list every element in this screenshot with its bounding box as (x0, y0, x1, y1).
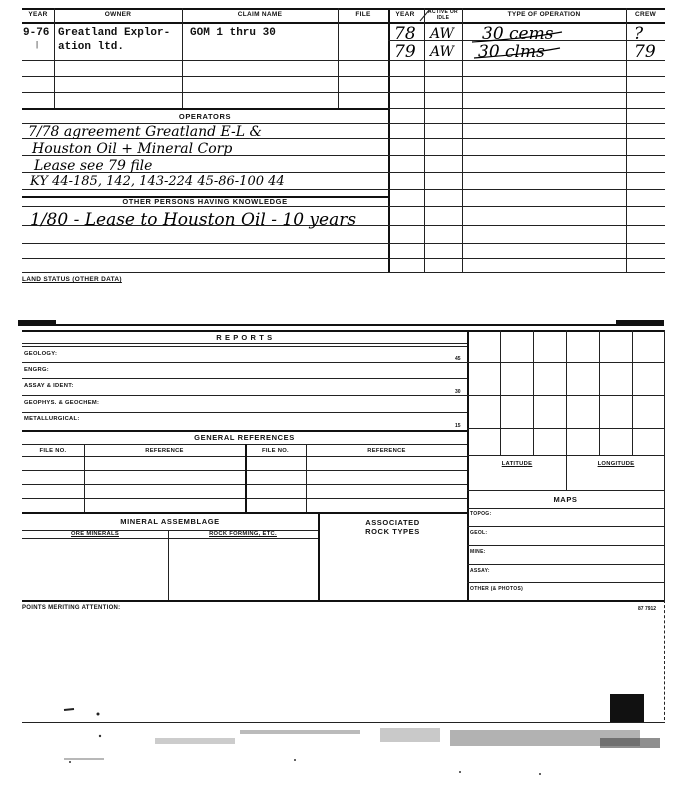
operation-type-1: 30 cems (482, 24, 554, 44)
header-year: YEAR (28, 11, 48, 18)
owner-line-1: Greatland Explor- (58, 27, 171, 39)
ore-minerals-header: ORE MINERALS (70, 531, 120, 537)
header-year-2: YEAR (395, 11, 415, 18)
header-active-or-idle: ACTIVE OR IDLE (428, 9, 458, 21)
latitude-label: LATITUDE (501, 461, 533, 467)
operation-status-1: AW (430, 26, 454, 42)
report-assay-label: ASSAY & IDENT: (24, 383, 74, 389)
report-geology-num: 45 (455, 356, 461, 362)
general-references-title: GENERAL REFERENCES (194, 433, 295, 442)
points-meriting-attention-label: POINTS MERITING ATTENTION: (22, 605, 121, 611)
header-claim-name: CLAIM NAME (237, 11, 283, 18)
maps-topog-label: TOPOG: (470, 511, 492, 517)
header-owner: OWNER (104, 11, 132, 18)
maps-other-label: OTHER (& PHOTOS) (470, 586, 524, 592)
ref-col-file-no-1: FILE NO. (39, 448, 67, 454)
report-geology-label: GEOLOGY: (24, 351, 58, 357)
report-geophys-label: GEOPHYS. & GEOCHEM: (24, 400, 100, 406)
rock-forming-header: ROCK FORMING, ETC. (209, 531, 277, 537)
reports-title: R E P O R T S (216, 333, 273, 342)
rock-types-label: ROCK TYPES (365, 527, 420, 536)
operator-line-2: Houston Oil + Mineral Corp (32, 141, 233, 157)
operation-type-2: 30 clms (478, 42, 545, 62)
operators-title: OPERATORS (178, 112, 232, 121)
maps-assay-label: ASSAY: (470, 568, 490, 574)
report-metallurgical-num: 15 (455, 423, 461, 429)
ref-col-file-no-2: FILE NO. (262, 448, 289, 454)
form-code: 87 7912 (638, 606, 657, 612)
operator-line-4: KY 44-185, 142, 143-224 45-86-100 44 (30, 174, 285, 189)
header-file: FILE (355, 11, 371, 18)
operation-underline-strokes (470, 30, 565, 60)
report-assay-num: 30 (455, 389, 461, 395)
owner-bracket-mark: | (36, 40, 39, 49)
longitude-label: LONGITUDE (597, 461, 635, 467)
operation-year-1: 78 (394, 24, 416, 44)
ref-col-reference-2: REFERENCE (367, 448, 406, 454)
land-status-label: LAND STATUS (OTHER DATA) (22, 276, 122, 283)
operation-year-2: 79 (394, 42, 416, 62)
claim-year: 9-76 (23, 27, 50, 39)
header-crew: CREW (634, 11, 657, 18)
owner-line-2: ation ltd. (58, 41, 125, 53)
mineral-assemblage-title: MINERAL ASSEMBLAGE (120, 517, 220, 526)
ref-col-reference-1: REFERENCE (145, 448, 184, 454)
maps-title: MAPS (553, 495, 578, 504)
maps-geol-label: GEOL: (470, 530, 488, 536)
maps-mine-label: MINE: (470, 549, 486, 555)
associated-label: ASSOCIATED (365, 518, 420, 527)
operator-line-1: 7/78 agreement Greatland E-L & (28, 124, 262, 140)
other-persons-line: 1/80 - Lease to Houston Oil - 10 years (30, 210, 357, 230)
operation-crew-2: 79 (634, 42, 656, 62)
header-type-of-operation: TYPE OF OPERATION (507, 11, 581, 18)
report-metallurgical-label: METALLURGICAL: (24, 416, 80, 422)
scan-noise-artifacts (40, 700, 670, 780)
operator-line-3: Lease see 79 file (34, 158, 153, 174)
claim-name-value: GOM 1 thru 30 (190, 27, 276, 39)
operation-crew-1: ? (634, 24, 644, 44)
operation-status-2: AW (430, 44, 454, 60)
other-persons-title: OTHER PERSONS HAVING KNOWLEDGE (122, 197, 288, 206)
report-engrg-label: ENGRG: (24, 367, 49, 373)
